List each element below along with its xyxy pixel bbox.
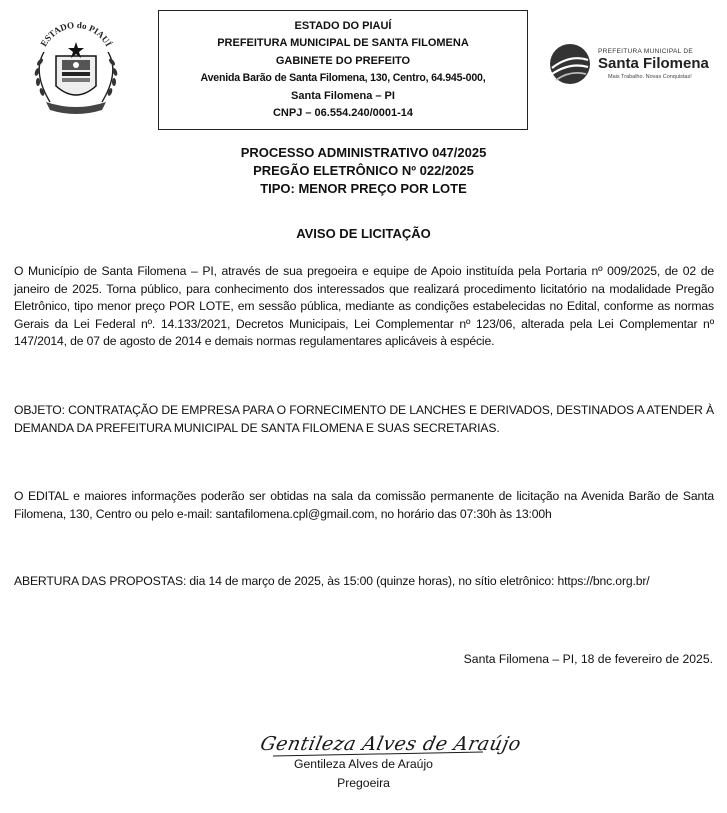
notice-title: AVISO DE LICITAÇÃO — [296, 226, 431, 241]
city-logo-icon — [548, 42, 592, 86]
pregao-number: PREGÃO ELETRÔNICO Nº 022/2025 — [253, 163, 474, 178]
state-seal-icon — [22, 12, 130, 120]
logo-big-text: Santa Filomena — [598, 55, 709, 72]
city-logo — [548, 42, 718, 86]
header-office: GABINETE DO PREFEITO — [275, 54, 411, 67]
logo-small-text: PREFEITURA MUNICIPAL DE — [598, 48, 694, 55]
signer-role: Pregoeira — [337, 776, 390, 790]
opening-paragraph: ABERTURA DAS PROPOSTAS: dia 14 de março de 2025, às 15:00 (quinze horas), no sítio eletrônico: https://bnc.org.br/ — [14, 574, 650, 588]
header-prefecture: PREFEITURA MUNICIPAL DE SANTA FILOMENA — [217, 37, 469, 50]
edital-paragraph: O EDITAL e maiores informações poderão ser obtidas na sala da comissão permanente de licitação na Avenida Barão de Santa Filomena, 130, Centro ou pelo e-mail: santafilomena.cpl@gmail.com, no horário das 07:30h às 13:00h — [14, 489, 714, 521]
date-line: Santa Filomena – PI, 18 de fevereiro de 2025. — [463, 652, 713, 666]
process-number: PROCESSO ADMINISTRATIVO 047/2025 — [240, 145, 487, 160]
logo-slogan: Mais Trabalho. Novas Conquistas! — [608, 74, 692, 80]
signer-name: Gentileza Alves de Araújo — [294, 757, 433, 771]
svg-text:ESTADO do PIAUÍ: ESTADO do PIAUÍ — [38, 19, 114, 49]
header-address: Avenida Barão de Santa Filomena, 130, Centro, 64.945-000, — [200, 72, 486, 85]
svg-text:Gentileza Alves de Araújo: Gentileza Alves de Araújo — [258, 732, 524, 755]
process-block — [0, 144, 727, 198]
process-type: TIPO: MENOR PREÇO POR LOTE — [260, 181, 467, 196]
header-city: Santa Filomena – PI — [291, 89, 395, 102]
header-cnpj: CNPJ – 06.554.240/0001-14 — [272, 107, 414, 120]
header-state: ESTADO DO PIAUÍ — [294, 20, 392, 32]
object-paragraph: OBJETO: CONTRATAÇÃO DE EMPRESA PARA O FORNECIMENTO DE LANCHES E DERIVADOS, DESTINADOS A ATENDER À DEMANDA DA PREFEITURA MUNICIPAL DE SANTA FILOMENA E SUAS SECRETARIAS. — [14, 403, 714, 435]
intro-paragraph: O Município de Santa Filomena – PI, através de sua pregoeira e equipe de Apoio instituída pela Portaria nº 009/2025, de 02 de janeiro de 2025. Torna público, para conhecimento dos interessados que realizará procedimento licitatório na modalidade Pregão Eletrônico, tipo menor preço POR LOTE, em sessão pública, mediante as condições estabelecidas no Edital, conforme as normas Gerais da Lei Federal nº. 14.133/2021, Decretos Municipais, Lei Complementar nº 123/06, alterada pela Lei Complementar nº 147/2014, de 07 de agosto de 2014 e demais normas regulamentares aplicáveis à espécie. — [14, 264, 714, 349]
header-info-box — [158, 10, 528, 130]
document-header — [0, 8, 727, 136]
